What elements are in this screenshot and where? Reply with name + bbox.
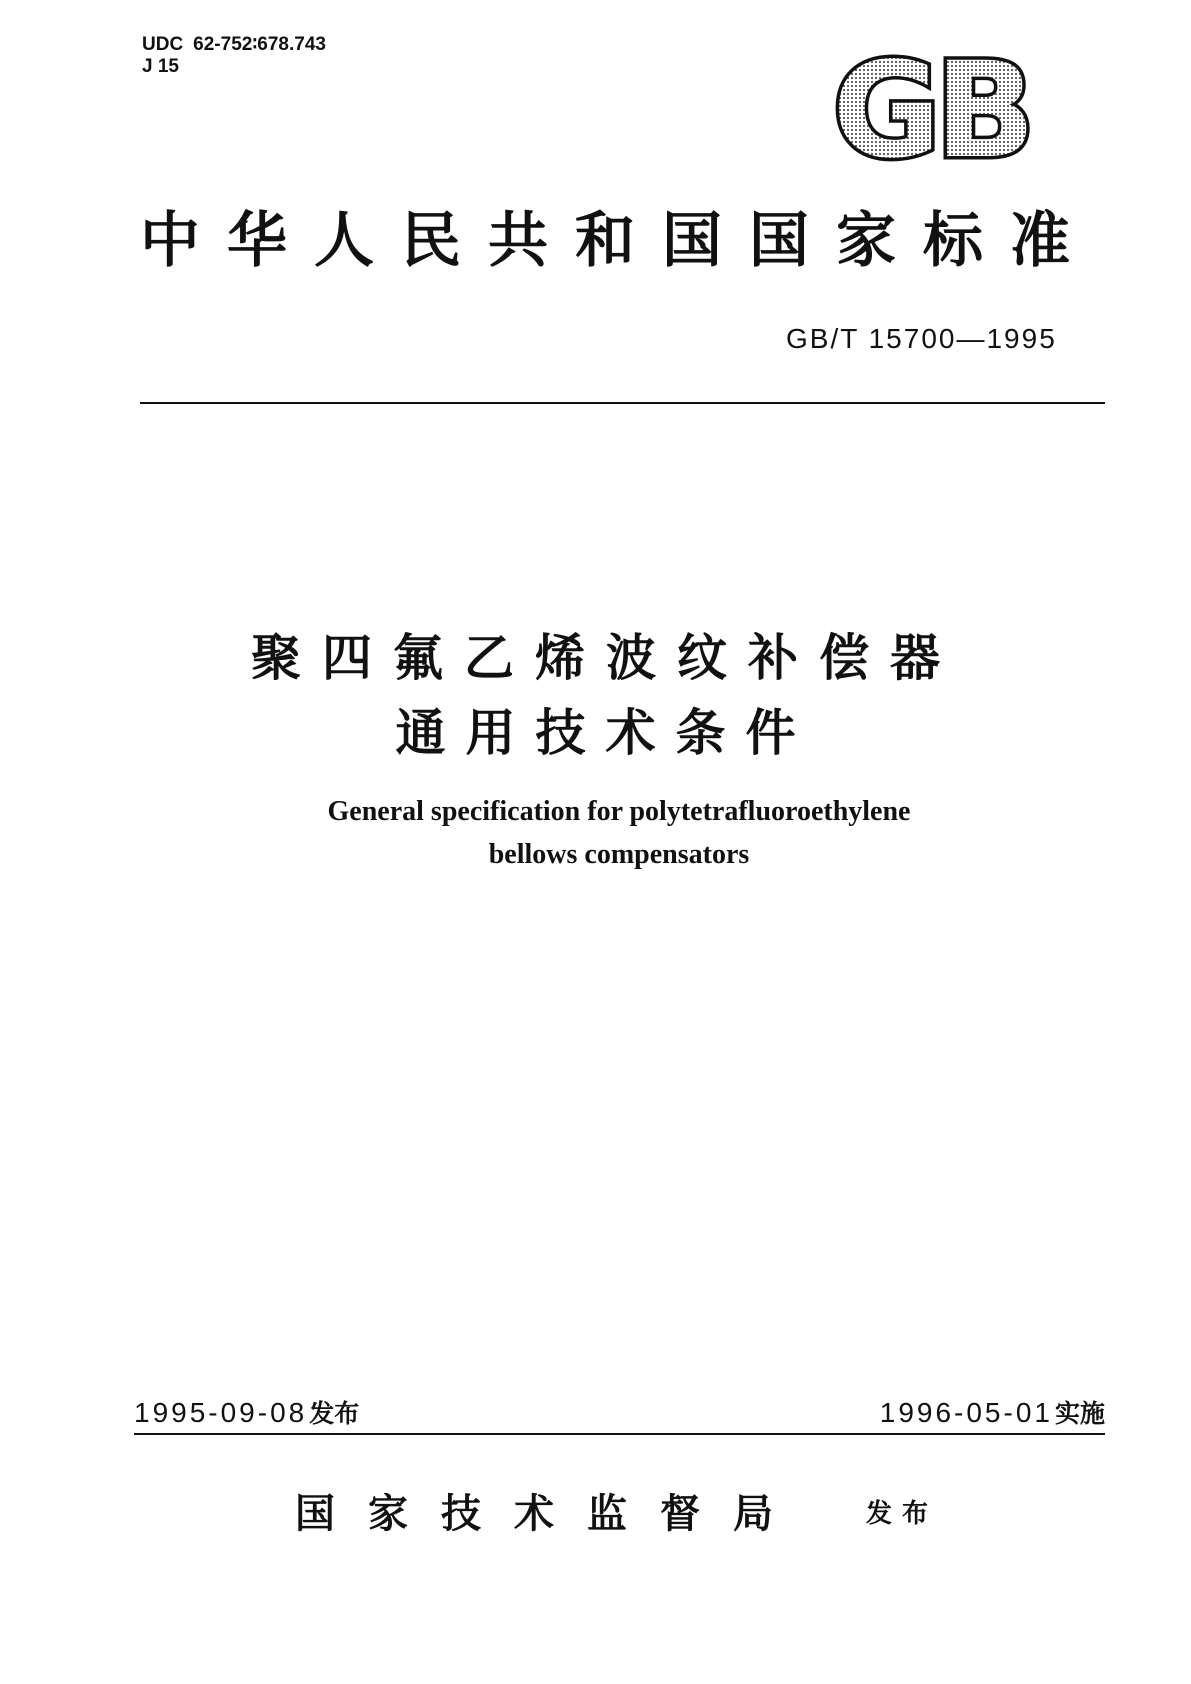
standard-number: GB/T 15700—1995 xyxy=(786,323,1057,354)
bottom-divider xyxy=(134,1433,1105,1435)
document-title-line-2: 通用技术条件 xyxy=(395,704,816,762)
national-standard-heading: 中华人民共和国国家标准 xyxy=(140,206,1097,276)
udc-line xyxy=(142,34,326,55)
classification-code: J 15 xyxy=(142,56,179,77)
effective-date-label: 实施 xyxy=(1054,1400,1105,1428)
gb-logo-lettering: GB xyxy=(832,52,1030,166)
issuing-authority: 国家技术监督局 xyxy=(295,1490,806,1537)
gb-logo xyxy=(822,52,1040,166)
english-title-line-2: bellows compensators xyxy=(488,839,750,870)
udc-code: 62-752∶678.743 xyxy=(193,34,326,55)
english-title-line-1: General specification for polytetrafluoroethylene xyxy=(327,796,911,827)
document-title-line-1: 聚四氟乙烯波纹补偿器 xyxy=(251,629,961,687)
top-divider xyxy=(140,402,1105,404)
issue-date-label: 发布 xyxy=(309,1400,360,1428)
effective-date xyxy=(880,1396,1105,1431)
effective-date-value: 1996-05-01 xyxy=(879,1397,1053,1428)
issue-date-value: 1995-09-08 xyxy=(134,1397,308,1428)
issue-date xyxy=(134,1396,359,1431)
udc-label: UDC xyxy=(142,34,184,55)
issuing-authority-label: 发布 xyxy=(866,1499,939,1529)
